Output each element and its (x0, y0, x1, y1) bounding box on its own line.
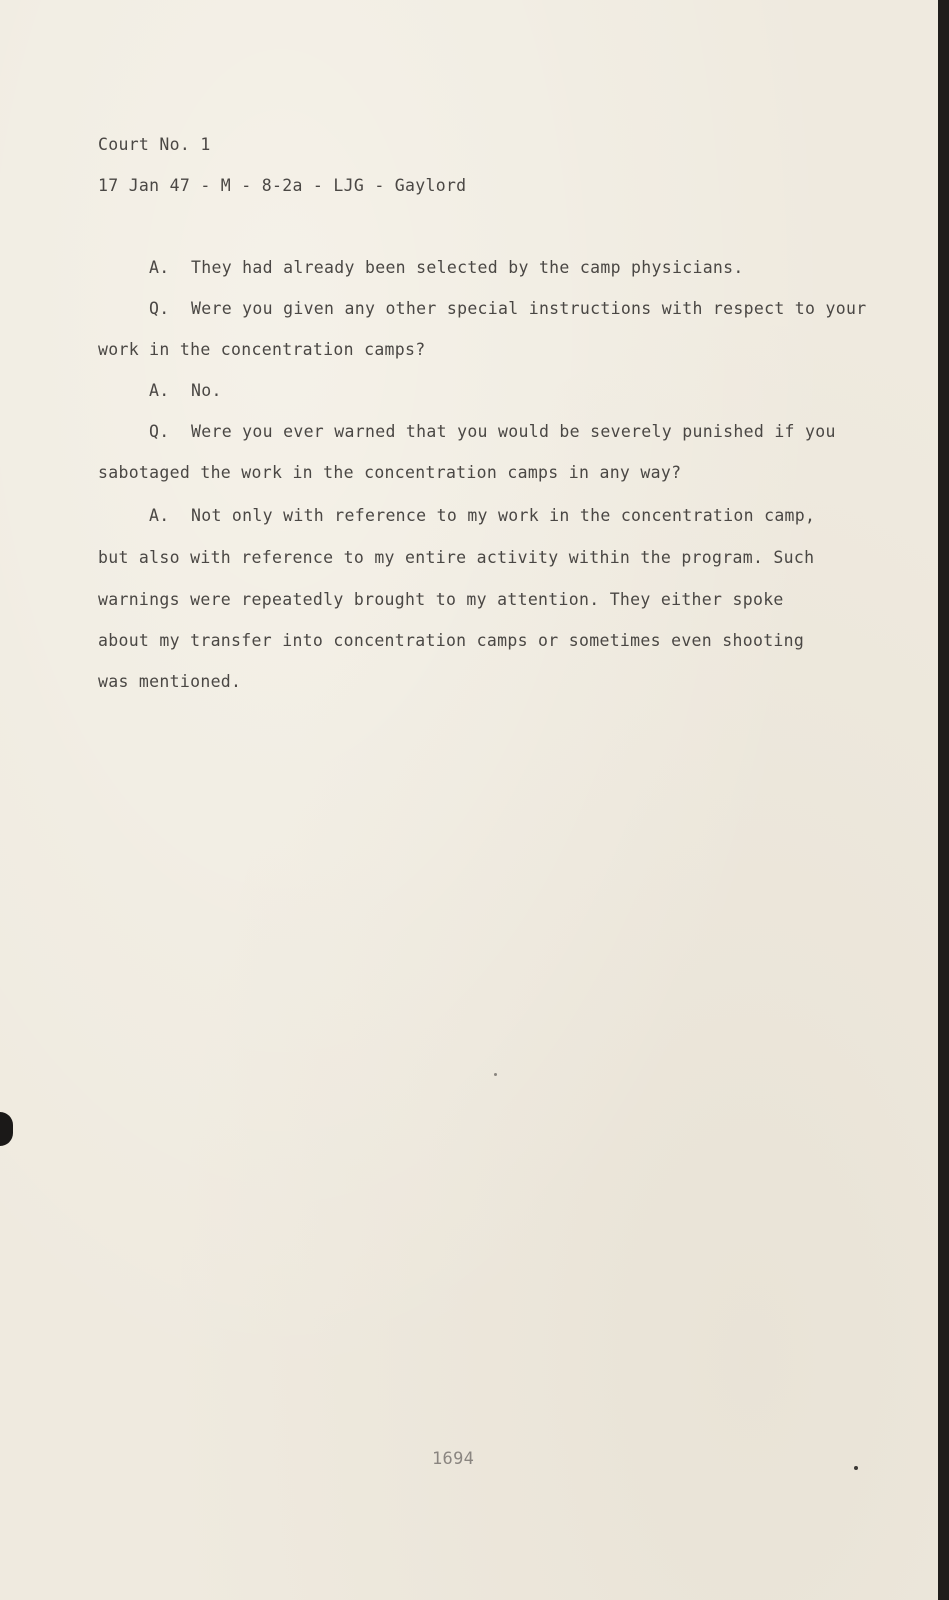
testimony-line: was mentioned. (98, 672, 242, 691)
question-label: Q. (149, 422, 170, 441)
testimony-text: Were you ever warned that you would be severely punished if you (191, 422, 836, 441)
testimony-line: work in the concentration camps? (98, 340, 426, 359)
scan-edge (938, 0, 949, 1600)
session-info: 17 Jan 47 - M - 8-2a - LJG - Gaylord (98, 176, 467, 195)
ink-speck (494, 1073, 497, 1076)
page-number: 1694 (432, 1449, 475, 1469)
binding-hole-mark (0, 1112, 13, 1146)
answer-label: A. (149, 258, 170, 277)
testimony-line (149, 258, 744, 278)
answer-label: A. (149, 381, 170, 400)
testimony-text: Were you given any other special instructions with respect to your (191, 299, 867, 318)
testimony-line (149, 381, 222, 401)
testimony-line (149, 422, 836, 442)
testimony-line: sabotaged the work in the concentration camps in any way? (98, 463, 682, 482)
court-number: Court No. 1 (98, 135, 211, 154)
testimony-text: They had already been selected by the camp physicians. (191, 258, 744, 277)
ink-speck (854, 1466, 858, 1470)
testimony-line: but also with reference to my entire activity within the program. Such (98, 548, 815, 567)
testimony-line (149, 299, 866, 319)
answer-label: A. (149, 506, 170, 525)
testimony-line (149, 506, 815, 526)
testimony-line: warnings were repeatedly brought to my attention. They either spoke (98, 590, 784, 609)
testimony-line: about my transfer into concentration camps or sometimes even shooting (98, 631, 805, 650)
testimony-text: No. (191, 381, 222, 400)
testimony-text: Not only with reference to my work in the concentration camp, (191, 506, 816, 525)
question-label: Q. (149, 299, 170, 318)
